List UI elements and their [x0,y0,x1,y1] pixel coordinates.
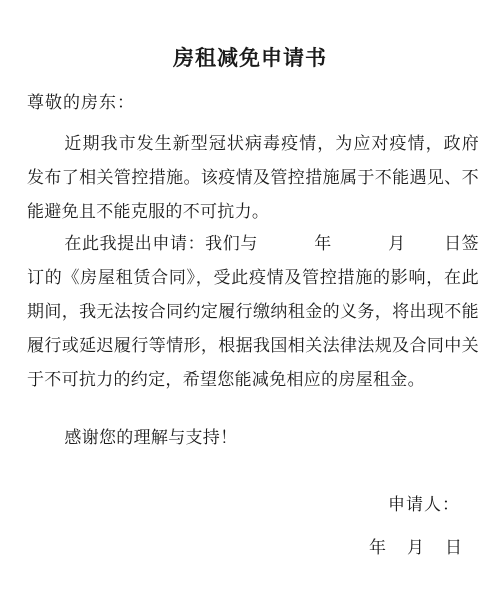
date-year-label: 年 [369,538,386,558]
paragraph-2-lead: 在此我提出申请：我们与 [64,234,258,254]
document-title: 房租减免申请书 [173,46,327,70]
paragraph-3: 感谢您的理解与支持！ [64,428,238,448]
paragraph-2 [27,227,479,397]
contract-month-label: 月 [387,234,406,254]
applicant-signature-label: 申请人： [388,495,460,515]
paragraph-1: 近期我市发生新型冠状病毒疫情，为应对疫情，政府发布了相关管控措施。该疫情及管控措施属于不能遇见、不能避免且不能克服的不可抗力。 [27,134,479,222]
salutation: 尊敬的房东： [27,93,135,113]
signature-date [369,535,462,561]
paragraph-2-body: 日签订的《房屋租赁合同》，受此疫情及管控措施的影响，在此期间，我无法按合同约定履行缴纳租金的义务，将出现不能履行或延迟履行等情形，根据我国相关法律法规及合同中关于不可抗力的约定，希望您能减免相应的房屋租金。 [27,234,479,390]
contract-year-label: 年 [313,234,332,254]
date-month-label: 月 [407,538,424,558]
date-day-label: 日 [445,538,462,558]
